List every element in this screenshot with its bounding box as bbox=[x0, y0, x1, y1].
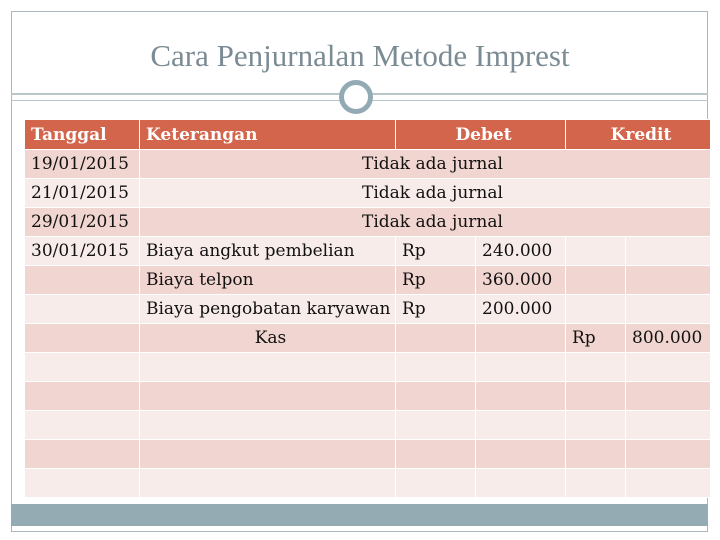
slide-title: Cara Penjurnalan Metode Imprest bbox=[150, 38, 570, 73]
cell-debet-amount: 360.000 bbox=[476, 266, 566, 295]
cell-note: Tidak ada jurnal bbox=[140, 150, 711, 179]
header-kredit: Kredit bbox=[566, 120, 711, 150]
cell-tanggal: 21/01/2015 bbox=[25, 179, 140, 208]
cell-keterangan: Kas bbox=[140, 324, 396, 353]
cell-kredit-amount bbox=[626, 266, 711, 295]
cell-debet-currency: Rp bbox=[396, 237, 476, 266]
table-row bbox=[25, 295, 711, 324]
cell-kredit-amount bbox=[626, 237, 711, 266]
table-row bbox=[25, 150, 711, 179]
cell-keterangan: Biaya pengobatan karyawan bbox=[140, 295, 396, 324]
table-row bbox=[25, 266, 711, 295]
table-row bbox=[25, 469, 711, 498]
cell-note: Tidak ada jurnal bbox=[140, 208, 711, 237]
footer-accent-bar bbox=[11, 504, 708, 526]
table-row bbox=[25, 324, 711, 353]
cell-keterangan: Biaya angkut pembelian bbox=[140, 237, 396, 266]
cell-kredit-amount bbox=[626, 295, 711, 324]
cell-tanggal bbox=[25, 324, 140, 353]
cell-keterangan: Biaya telpon bbox=[140, 266, 396, 295]
cell-tanggal bbox=[25, 266, 140, 295]
header-keterangan: Keterangan bbox=[140, 120, 396, 150]
circle-ornament-icon bbox=[339, 80, 373, 114]
cell-debet-currency: Rp bbox=[396, 266, 476, 295]
table-header-row bbox=[25, 120, 711, 150]
cell-kredit-currency bbox=[566, 237, 626, 266]
cell-debet-amount: 200.000 bbox=[476, 295, 566, 324]
cell-debet-amount: 240.000 bbox=[476, 237, 566, 266]
cell-note: Tidak ada jurnal bbox=[140, 179, 711, 208]
table-row bbox=[25, 208, 711, 237]
cell-debet-amount bbox=[476, 324, 566, 353]
table-row bbox=[25, 382, 711, 411]
cell-kredit-currency bbox=[566, 266, 626, 295]
header-debet: Debet bbox=[396, 120, 566, 150]
cell-tanggal: 19/01/2015 bbox=[25, 150, 140, 179]
table-row bbox=[25, 440, 711, 469]
cell-debet-currency bbox=[396, 324, 476, 353]
table-row bbox=[25, 411, 711, 440]
table-row bbox=[25, 353, 711, 382]
cell-tanggal: 29/01/2015 bbox=[25, 208, 140, 237]
header-tanggal: Tanggal bbox=[25, 120, 140, 150]
journal-table bbox=[24, 119, 711, 498]
cell-kredit-amount: 800.000 bbox=[626, 324, 711, 353]
cell-kredit-currency bbox=[566, 295, 626, 324]
cell-tanggal bbox=[25, 295, 140, 324]
table-row bbox=[25, 179, 711, 208]
cell-kredit-currency: Rp bbox=[566, 324, 626, 353]
cell-tanggal: 30/01/2015 bbox=[25, 237, 140, 266]
table-row bbox=[25, 237, 711, 266]
cell-debet-currency: Rp bbox=[396, 295, 476, 324]
